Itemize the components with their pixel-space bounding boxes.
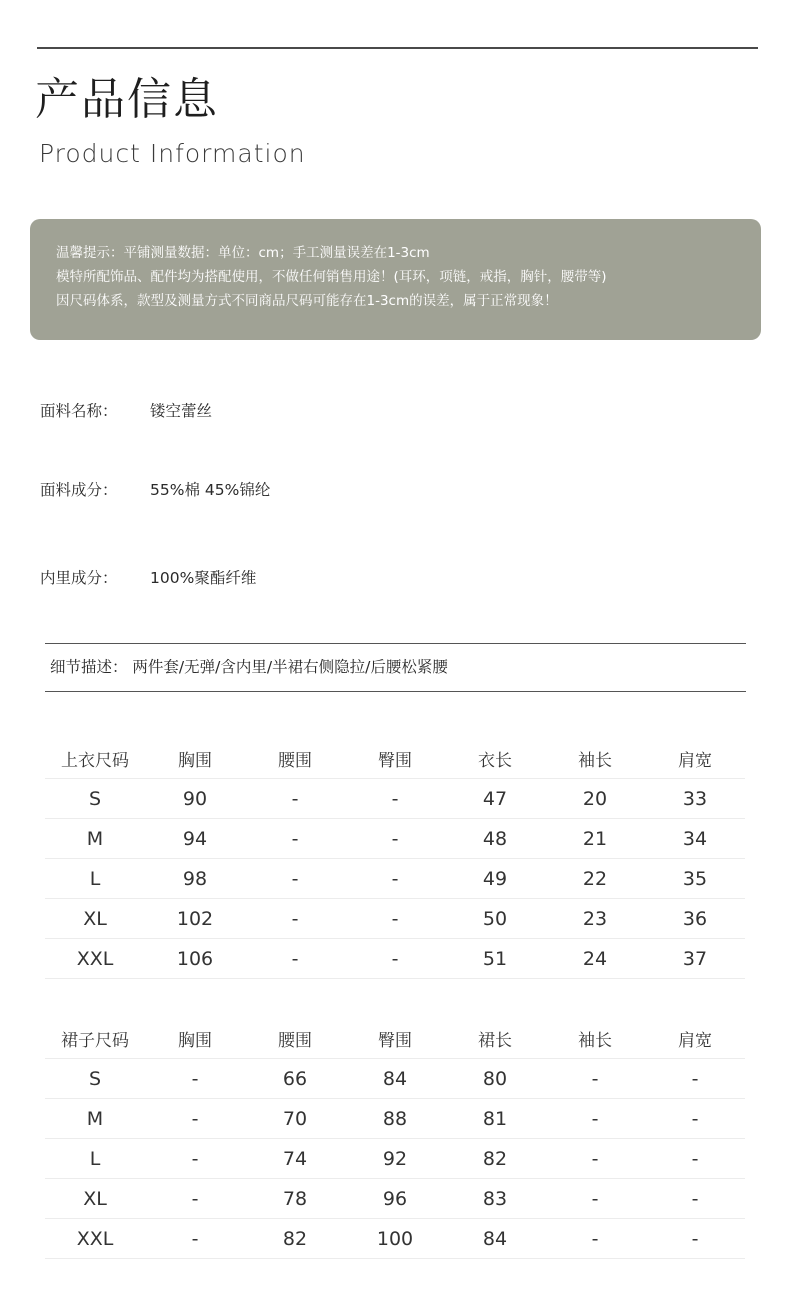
table-cell: 21: [545, 819, 645, 859]
table-row: [45, 899, 745, 939]
table-cell: -: [545, 1179, 645, 1219]
table-cell: 49: [445, 859, 545, 899]
table-cell: -: [245, 899, 345, 939]
table-cell: 47: [445, 779, 545, 819]
notice-line: 温馨提示：平铺测量数据：单位：cm；手工测量误差在1-3cm: [56, 245, 430, 261]
skirt-size-table: [45, 1018, 745, 1259]
table-header-cell: 裙子尺码: [45, 1018, 145, 1059]
fabric-name-value: 镂空蕾丝: [150, 402, 213, 420]
table-cell: -: [145, 1059, 245, 1099]
detail-top-divider: [45, 643, 746, 644]
table-cell: 92: [345, 1139, 445, 1179]
table-cell: -: [345, 819, 445, 859]
table-row: [45, 1099, 745, 1139]
table-row: [45, 779, 745, 819]
table-cell: S: [45, 779, 145, 819]
table-cell: -: [345, 939, 445, 979]
table-cell: 84: [345, 1059, 445, 1099]
table-cell: M: [45, 1099, 145, 1139]
table-cell: 22: [545, 859, 645, 899]
table-header-cell: 肩宽: [645, 738, 745, 779]
table-header-cell: 腰围: [245, 1018, 345, 1059]
table-row: [45, 859, 745, 899]
table-header-cell: 袖长: [545, 738, 645, 779]
table-cell: 98: [145, 859, 245, 899]
table-row: [45, 1139, 745, 1179]
table-cell: 106: [145, 939, 245, 979]
detail-bottom-divider: [45, 691, 746, 692]
table-cell: 48: [445, 819, 545, 859]
table-cell: -: [645, 1219, 745, 1259]
table-cell: -: [645, 1059, 745, 1099]
table-header-cell: 上衣尺码: [45, 738, 145, 779]
table-cell: -: [145, 1099, 245, 1139]
table-cell: 66: [245, 1059, 345, 1099]
table-cell: -: [245, 819, 345, 859]
table-cell: 83: [445, 1179, 545, 1219]
table-header-cell: 臀围: [345, 738, 445, 779]
table-cell: -: [245, 939, 345, 979]
notice-line: 模特所配饰品、配件均为搭配使用，不做任何销售用途！(耳环，项链，戒指，胸针，腰带等): [56, 269, 607, 285]
page-title: 产品信息: [35, 74, 219, 125]
table-header-cell: 裙长: [445, 1018, 545, 1059]
table-cell: 51: [445, 939, 545, 979]
table-row: [45, 1219, 745, 1259]
table-cell: -: [345, 899, 445, 939]
table-cell: 80: [445, 1059, 545, 1099]
table-cell: -: [345, 859, 445, 899]
table-row: [45, 819, 745, 859]
table-cell: 37: [645, 939, 745, 979]
table-cell: 23: [545, 899, 645, 939]
table-cell: 20: [545, 779, 645, 819]
table-header-cell: 胸围: [145, 738, 245, 779]
notice-line: 因尺码体系，款型及测量方式不同商品尺码可能存在1-3cm的误差，属于正常现象！: [56, 293, 558, 309]
table-header-cell: 臀围: [345, 1018, 445, 1059]
table-cell: -: [245, 779, 345, 819]
table-cell: 34: [645, 819, 745, 859]
table-cell: 36: [645, 899, 745, 939]
fabric-composition-label: 面料成分：: [40, 481, 118, 499]
table-row: [45, 939, 745, 979]
table-cell: M: [45, 819, 145, 859]
table-cell: 33: [645, 779, 745, 819]
top-divider: [37, 47, 758, 49]
table-cell: 35: [645, 859, 745, 899]
table-cell: 96: [345, 1179, 445, 1219]
table-cell: -: [545, 1139, 645, 1179]
table-cell: 94: [145, 819, 245, 859]
table-cell: -: [145, 1139, 245, 1179]
table-cell: 102: [145, 899, 245, 939]
table-cell: XL: [45, 899, 145, 939]
detail-description: 细节描述： 两件套/无弹/含内里/半裙右侧隐拉/后腰松紧腰: [50, 658, 448, 676]
table-cell: -: [645, 1139, 745, 1179]
table-header-cell: 胸围: [145, 1018, 245, 1059]
table-cell: L: [45, 1139, 145, 1179]
table-cell: 82: [245, 1219, 345, 1259]
table-row: [45, 1059, 745, 1099]
fabric-name-label: 面料名称：: [40, 402, 118, 420]
notice-box: [30, 219, 761, 340]
table-header-cell: 肩宽: [645, 1018, 745, 1059]
table-cell: 88: [345, 1099, 445, 1139]
fabric-composition-row: [40, 478, 270, 502]
lining-composition-value: 100%聚酯纤维: [150, 569, 257, 587]
table-cell: S: [45, 1059, 145, 1099]
table-cell: -: [545, 1099, 645, 1139]
table-cell: -: [145, 1179, 245, 1219]
table-cell: 24: [545, 939, 645, 979]
table-cell: -: [645, 1099, 745, 1139]
fabric-name-row: [40, 399, 212, 423]
table-cell: -: [345, 779, 445, 819]
table-cell: -: [545, 1059, 645, 1099]
table-cell: 50: [445, 899, 545, 939]
table-header-cell: 衣长: [445, 738, 545, 779]
table-cell: 74: [245, 1139, 345, 1179]
table-cell: 84: [445, 1219, 545, 1259]
table-cell: -: [245, 859, 345, 899]
lining-composition-label: 内里成分：: [40, 569, 118, 587]
table-cell: -: [645, 1179, 745, 1219]
page-subtitle: Product Information: [39, 139, 306, 168]
table-cell: -: [145, 1219, 245, 1259]
table-header-row: [45, 1018, 745, 1059]
table-cell: 81: [445, 1099, 545, 1139]
table-header-cell: 腰围: [245, 738, 345, 779]
fabric-composition-value: 55%棉 45%锦纶: [150, 481, 271, 499]
table-cell: XXL: [45, 939, 145, 979]
table-cell: 78: [245, 1179, 345, 1219]
table-row: [45, 1179, 745, 1219]
table-cell: XXL: [45, 1219, 145, 1259]
table-cell: 82: [445, 1139, 545, 1179]
table-cell: 100: [345, 1219, 445, 1259]
table-cell: L: [45, 859, 145, 899]
table-cell: 70: [245, 1099, 345, 1139]
table-cell: XL: [45, 1179, 145, 1219]
lining-composition-row: [40, 566, 256, 590]
table-cell: -: [545, 1219, 645, 1259]
table-cell: 90: [145, 779, 245, 819]
table-header-cell: 袖长: [545, 1018, 645, 1059]
table-header-row: [45, 738, 745, 779]
top-size-table: [45, 738, 745, 979]
